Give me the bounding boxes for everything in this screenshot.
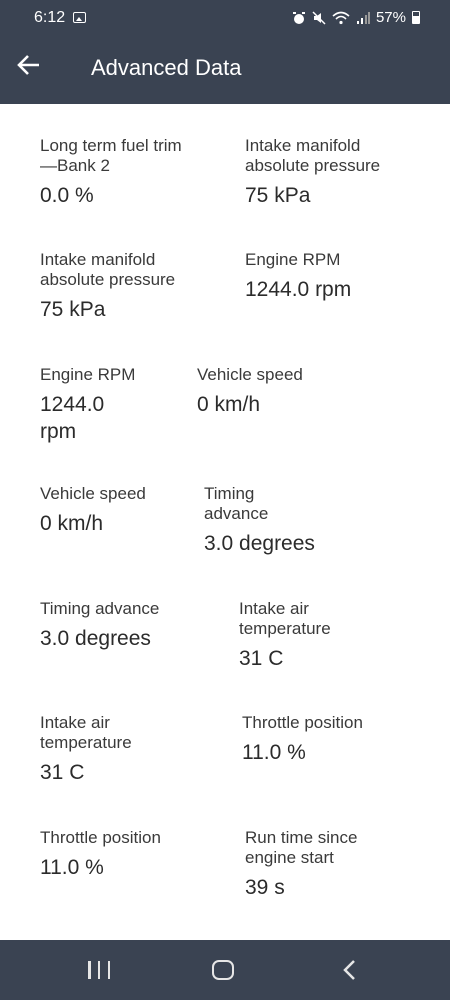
home-icon[interactable]	[212, 958, 236, 982]
data-item	[245, 136, 380, 209]
item-label: Timing advance	[40, 599, 160, 618]
item-value: 31 C	[40, 761, 85, 784]
item-label: Engine RPM	[245, 250, 341, 269]
battery-icon	[412, 11, 420, 24]
item-value: 0 km/h	[197, 393, 261, 416]
mute-icon	[312, 11, 326, 25]
item-label: Long term fuel trim —Bank 2	[40, 136, 182, 175]
item-value: 1244.0 rpm	[40, 393, 105, 443]
signal-icon	[356, 11, 370, 25]
data-item	[239, 599, 331, 672]
data-item	[245, 250, 351, 303]
item-value: 0.0 %	[40, 184, 94, 207]
data-item	[40, 828, 161, 881]
item-label: Intake air temperature	[239, 599, 331, 638]
item-label: Timing advance	[204, 484, 269, 523]
item-label: Throttle position	[242, 713, 363, 732]
app-bar	[0, 34, 450, 104]
item-value: 75 kPa	[40, 298, 106, 321]
item-label: Vehicle speed	[197, 365, 303, 384]
data-item	[245, 828, 357, 901]
recent-apps-icon[interactable]	[88, 958, 110, 982]
item-value: 3.0 degrees	[40, 627, 151, 650]
item-value: 3.0 degrees	[204, 532, 315, 555]
item-value: 11.0 %	[40, 856, 104, 879]
back-icon[interactable]	[340, 958, 360, 982]
item-label: Run time since engine start	[245, 828, 358, 867]
wifi-icon	[332, 11, 350, 25]
item-label: Throttle position	[40, 828, 161, 847]
data-item	[40, 713, 132, 786]
item-label: Intake manifold absolute pressure	[40, 250, 176, 289]
item-value: 11.0 %	[242, 741, 306, 764]
item-value: 75 kPa	[245, 184, 311, 207]
page-title: Advanced Data	[91, 55, 242, 80]
image-icon	[73, 12, 86, 23]
item-label: Vehicle speed	[40, 484, 146, 503]
data-item	[40, 484, 146, 537]
item-value: 0 km/h	[40, 512, 104, 535]
arrow-left-icon	[16, 52, 42, 78]
data-item	[204, 484, 315, 557]
data-list	[0, 104, 450, 940]
item-label: Intake manifold absolute pressure	[245, 136, 381, 175]
data-item	[40, 599, 159, 652]
system-nav-bar	[0, 940, 450, 1000]
item-value: 31 C	[239, 647, 284, 670]
item-label: Intake air temperature	[40, 713, 132, 752]
back-button[interactable]	[16, 52, 56, 86]
status-time: 6:12	[34, 9, 66, 26]
alarm-icon	[292, 11, 306, 25]
data-item	[197, 365, 303, 418]
data-item	[40, 136, 182, 209]
battery-level: 57%	[375, 9, 406, 26]
data-item	[242, 713, 363, 766]
item-value: 39 s	[245, 876, 285, 899]
status-icons	[292, 9, 420, 26]
item-value: 1244.0 rpm	[245, 278, 352, 301]
data-item	[40, 365, 135, 445]
item-label: Engine RPM	[40, 365, 136, 384]
status-bar	[0, 0, 450, 34]
data-item	[40, 250, 175, 323]
